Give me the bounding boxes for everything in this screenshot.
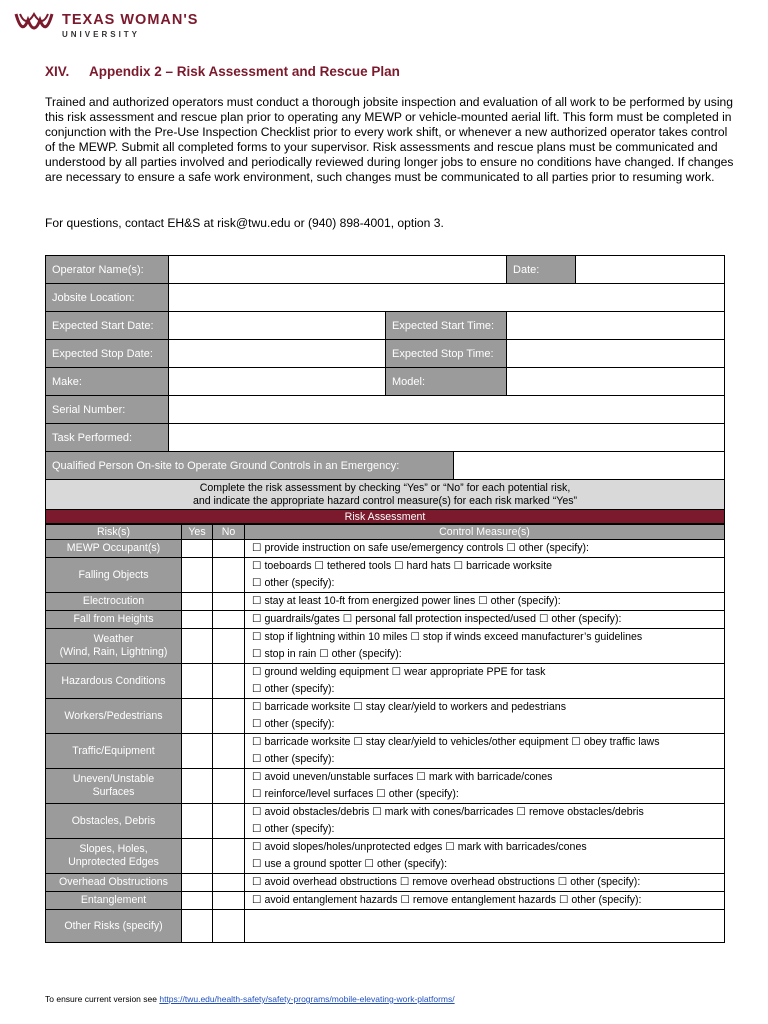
section-heading (45, 64, 400, 79)
yes-checkbox-cell[interactable] (182, 540, 213, 558)
control-measure-line: ☐ stay at least 10-ft from energized power lines ☐ other (specify): (252, 595, 561, 607)
make-label: Make: (46, 368, 169, 396)
yes-checkbox-cell[interactable] (182, 664, 213, 699)
control-measure-cell[interactable] (245, 593, 725, 611)
risk-assessment-form (45, 255, 724, 943)
task-performed-field[interactable] (169, 424, 725, 452)
expected-stop-time-label: Expected Stop Time: (386, 340, 507, 368)
footer-link[interactable]: https://twu.edu/health-safety/safety-programs/mobile-elevating-work-platforms/ (159, 994, 455, 1004)
twu-logo (14, 10, 214, 40)
qualified-person-label: Qualified Person On-site to Operate Ground Controls in an Emergency: (46, 452, 454, 480)
risk-assessment-title: Risk Assessment (46, 510, 725, 524)
risk-table (45, 524, 725, 943)
no-checkbox-cell[interactable] (213, 769, 245, 804)
risk-name (46, 874, 182, 892)
yes-checkbox-cell[interactable] (182, 769, 213, 804)
control-measure-cell[interactable] (245, 540, 725, 558)
logo-subtitle: UNIVERSITY (62, 30, 141, 39)
control-measure-line: ☐ avoid overhead obstructions ☐ remove overhead obstructions ☐ other (specify): (252, 876, 641, 888)
info-table (45, 255, 725, 524)
yes-checkbox-cell[interactable] (182, 699, 213, 734)
expected-stop-time-field[interactable] (507, 340, 725, 368)
control-measure-cell[interactable] (245, 611, 725, 629)
control-measure-cell[interactable] (245, 804, 725, 839)
yes-checkbox-cell[interactable] (182, 839, 213, 874)
risk-row (46, 734, 725, 769)
control-measure-line: ☐ avoid entanglement hazards ☐ remove entanglement hazards ☐ other (specify): (252, 894, 642, 906)
risk-name-line: Fall from Heights (73, 613, 154, 625)
serial-number-label: Serial Number: (46, 396, 169, 424)
control-measure-line: ☐ toeboards ☐ tethered tools ☐ hard hats ☐ barricade worksite (252, 560, 553, 572)
risk-name-line: Unprotected Edges (68, 856, 159, 868)
control-measure-line: ☐ other (specify): (252, 753, 335, 765)
yes-checkbox-cell[interactable] (182, 892, 213, 910)
control-measure-line: ☐ avoid slopes/holes/unprotected edges ☐ mark with barricades/cones (252, 841, 587, 853)
expected-start-date-field[interactable] (169, 312, 386, 340)
risk-name-line: Entanglement (80, 894, 147, 906)
control-measure-cell[interactable] (245, 664, 725, 699)
no-checkbox-cell[interactable] (213, 804, 245, 839)
risk-name-line: Hazardous Conditions (61, 674, 166, 687)
yes-checkbox-cell[interactable] (182, 611, 213, 629)
expected-start-date-label: Expected Start Date: (46, 312, 169, 340)
no-checkbox-cell[interactable] (213, 734, 245, 769)
control-measure-cell[interactable] (245, 769, 725, 804)
risk-name (46, 699, 182, 734)
no-checkbox-cell[interactable] (213, 540, 245, 558)
risk-name (46, 593, 182, 611)
risk-name (46, 892, 182, 910)
risk-name-line: (Wind, Rain, Lightning) (59, 646, 168, 658)
date-field[interactable] (576, 256, 725, 284)
no-checkbox-cell[interactable] (213, 874, 245, 892)
risk-name (46, 804, 182, 839)
serial-number-field[interactable] (169, 396, 725, 424)
risk-name-line: Other Risks (specify) (64, 919, 163, 932)
risk-table-header (46, 525, 725, 540)
risk-row (46, 611, 725, 629)
expected-stop-date-label: Expected Stop Date: (46, 340, 169, 368)
control-measure-line: ☐ ground welding equipment ☐ wear appropriate PPE for task (252, 666, 546, 678)
risk-name (46, 540, 182, 558)
make-field[interactable] (169, 368, 386, 396)
no-checkbox-cell[interactable] (213, 664, 245, 699)
risk-row (46, 892, 725, 910)
risk-row (46, 629, 725, 664)
intro-paragraph: Trained and authorized operators must conduct a thorough jobsite inspection and evaluation of all work to be performed by using this risk assessment and rescue plan prior to operating any MEWP or vehicle-mounted aerial lift. This form must be completed in conjunction with the Pre-Use Inspection Checklist prior to every work shift, or whenever a new authorized operator takes control of the MEWP. Submit all completed forms to your supervisor. Risk assessments and rescue plans must be communicated and understood by all parties involved and periodically reviewed during longer jobs to ensure no conditions have changed. If changes are necessary to ensure a safe work environment, such changes must be communicated to all parties prior to resuming work. (45, 95, 734, 185)
risk-row (46, 540, 725, 558)
operator-name-field[interactable] (169, 256, 507, 284)
yes-checkbox-cell[interactable] (182, 734, 213, 769)
instructions-line-1: Complete the risk assessment by checking “Yes” or “No” for each potential risk, (199, 482, 571, 494)
control-measure-line: ☐ other (specify): (252, 683, 335, 695)
expected-start-time-label: Expected Start Time: (386, 312, 507, 340)
risk-column-header: Risk(s) (46, 525, 182, 540)
yes-checkbox-cell[interactable] (182, 804, 213, 839)
risk-name (46, 629, 182, 664)
risk-name (46, 734, 182, 769)
risk-name (46, 769, 182, 804)
risk-name-line: Falling Objects (78, 568, 149, 581)
no-column-header: No (213, 525, 245, 540)
control-measure-cell[interactable] (245, 892, 725, 910)
operator-name-label: Operator Name(s): (46, 256, 169, 284)
control-measure-line: ☐ stop in rain ☐ other (specify): (252, 648, 402, 660)
section-number: XIV. (45, 64, 70, 79)
risk-name (46, 839, 182, 874)
yes-column-header: Yes (182, 525, 213, 540)
no-checkbox-cell[interactable] (213, 910, 245, 943)
risk-rows (46, 540, 725, 943)
yes-checkbox-cell[interactable] (182, 558, 213, 593)
date-label: Date: (507, 256, 576, 284)
risk-name (46, 611, 182, 629)
yes-checkbox-cell[interactable] (182, 629, 213, 664)
yes-checkbox-cell[interactable] (182, 874, 213, 892)
control-measure-line: ☐ guardrails/gates ☐ personal fall protection inspected/used ☐ other (specify): (252, 613, 622, 625)
risk-name-line: Traffic/Equipment (72, 744, 155, 757)
risk-name-line: Obstacles, Debris (71, 814, 156, 827)
risk-name-line: Workers/Pedestrians (64, 709, 163, 722)
risk-name-line: Surfaces (92, 786, 135, 798)
control-measure-line: ☐ other (specify): (252, 577, 335, 589)
control-measure-cell[interactable] (245, 839, 725, 874)
control-measure-column-header: Control Measure(s) (245, 525, 725, 540)
expected-start-time-field[interactable] (507, 312, 725, 340)
no-checkbox-cell[interactable] (213, 699, 245, 734)
control-measure-line: ☐ other (specify): (252, 823, 335, 835)
risk-row (46, 839, 725, 874)
control-measure-line: ☐ stop if lightning within 10 miles ☐ stop if winds exceed manufacturer’s guidelines (252, 631, 643, 643)
control-measure-cell[interactable] (245, 699, 725, 734)
risk-name (46, 558, 182, 593)
control-measure-cell[interactable] (245, 558, 725, 593)
instructions-line-2: and indicate the appropriate hazard control measure(s) for each risk marked “Yes” (192, 494, 578, 507)
logo-name: TEXAS WOMAN'S (62, 12, 199, 28)
qualified-person-field[interactable] (454, 452, 725, 480)
control-measure-line: ☐ avoid obstacles/debris ☐ mark with cones/barricades ☐ remove obstacles/debris (252, 806, 644, 818)
control-measure-line: ☐ provide instruction on safe use/emergency controls ☐ other (specify): (252, 542, 589, 554)
risk-row (46, 664, 725, 699)
risk-row (46, 558, 725, 593)
instructions (46, 480, 725, 510)
risk-row (46, 769, 725, 804)
control-measure-line: ☐ other (specify): (252, 718, 335, 730)
model-label: Model: (386, 368, 507, 396)
footer (45, 994, 455, 1004)
risk-name (46, 664, 182, 699)
control-measure-line: ☐ avoid uneven/unstable surfaces ☐ mark with barricade/cones (252, 771, 553, 783)
risk-name-line: Weather (93, 633, 134, 645)
risk-name-line: Slopes, Holes, (79, 843, 148, 855)
risk-name-line: Electrocution (82, 595, 145, 607)
task-performed-label: Task Performed: (46, 424, 169, 452)
footer-text: To ensure current version see (45, 994, 160, 1004)
risk-row (46, 910, 725, 943)
risk-name-line: Overhead Obstructions (59, 876, 168, 888)
control-measure-cell[interactable] (245, 734, 725, 769)
expected-stop-date-field[interactable] (169, 340, 386, 368)
no-checkbox-cell[interactable] (213, 839, 245, 874)
no-checkbox-cell[interactable] (213, 629, 245, 664)
control-measure-cell[interactable] (245, 910, 725, 943)
control-measure-cell[interactable] (245, 629, 725, 664)
risk-row (46, 804, 725, 839)
no-checkbox-cell[interactable] (213, 593, 245, 611)
control-measure-line: ☐ reinforce/level surfaces ☐ other (specify): (252, 788, 459, 800)
yes-checkbox-cell[interactable] (182, 910, 213, 943)
twu-logo-mark-icon (14, 10, 54, 38)
contact-line: For questions, contact EH&S at risk@twu.edu or (940) 898-4001, option 3. (45, 216, 444, 230)
risk-name-line: Uneven/Unstable (72, 773, 155, 785)
no-checkbox-cell[interactable] (213, 892, 245, 910)
control-measure-line: ☐ barricade worksite ☐ stay clear/yield to workers and pedestrians (252, 701, 566, 713)
risk-name-line: MEWP Occupant(s) (66, 542, 161, 554)
model-field[interactable] (507, 368, 725, 396)
control-measure-line: ☐ barricade worksite ☐ stay clear/yield to vehicles/other equipment ☐ obey traffic laws (252, 736, 660, 748)
jobsite-location-field[interactable] (169, 284, 725, 312)
jobsite-location-label: Jobsite Location: (46, 284, 169, 312)
risk-row (46, 699, 725, 734)
control-measure-line: ☐ use a ground spotter ☐ other (specify): (252, 858, 448, 870)
risk-row (46, 874, 725, 892)
yes-checkbox-cell[interactable] (182, 593, 213, 611)
no-checkbox-cell[interactable] (213, 611, 245, 629)
risk-name (46, 910, 182, 943)
section-title: Appendix 2 – Risk Assessment and Rescue Plan (89, 64, 400, 79)
risk-row (46, 593, 725, 611)
control-measure-cell[interactable] (245, 874, 725, 892)
no-checkbox-cell[interactable] (213, 558, 245, 593)
